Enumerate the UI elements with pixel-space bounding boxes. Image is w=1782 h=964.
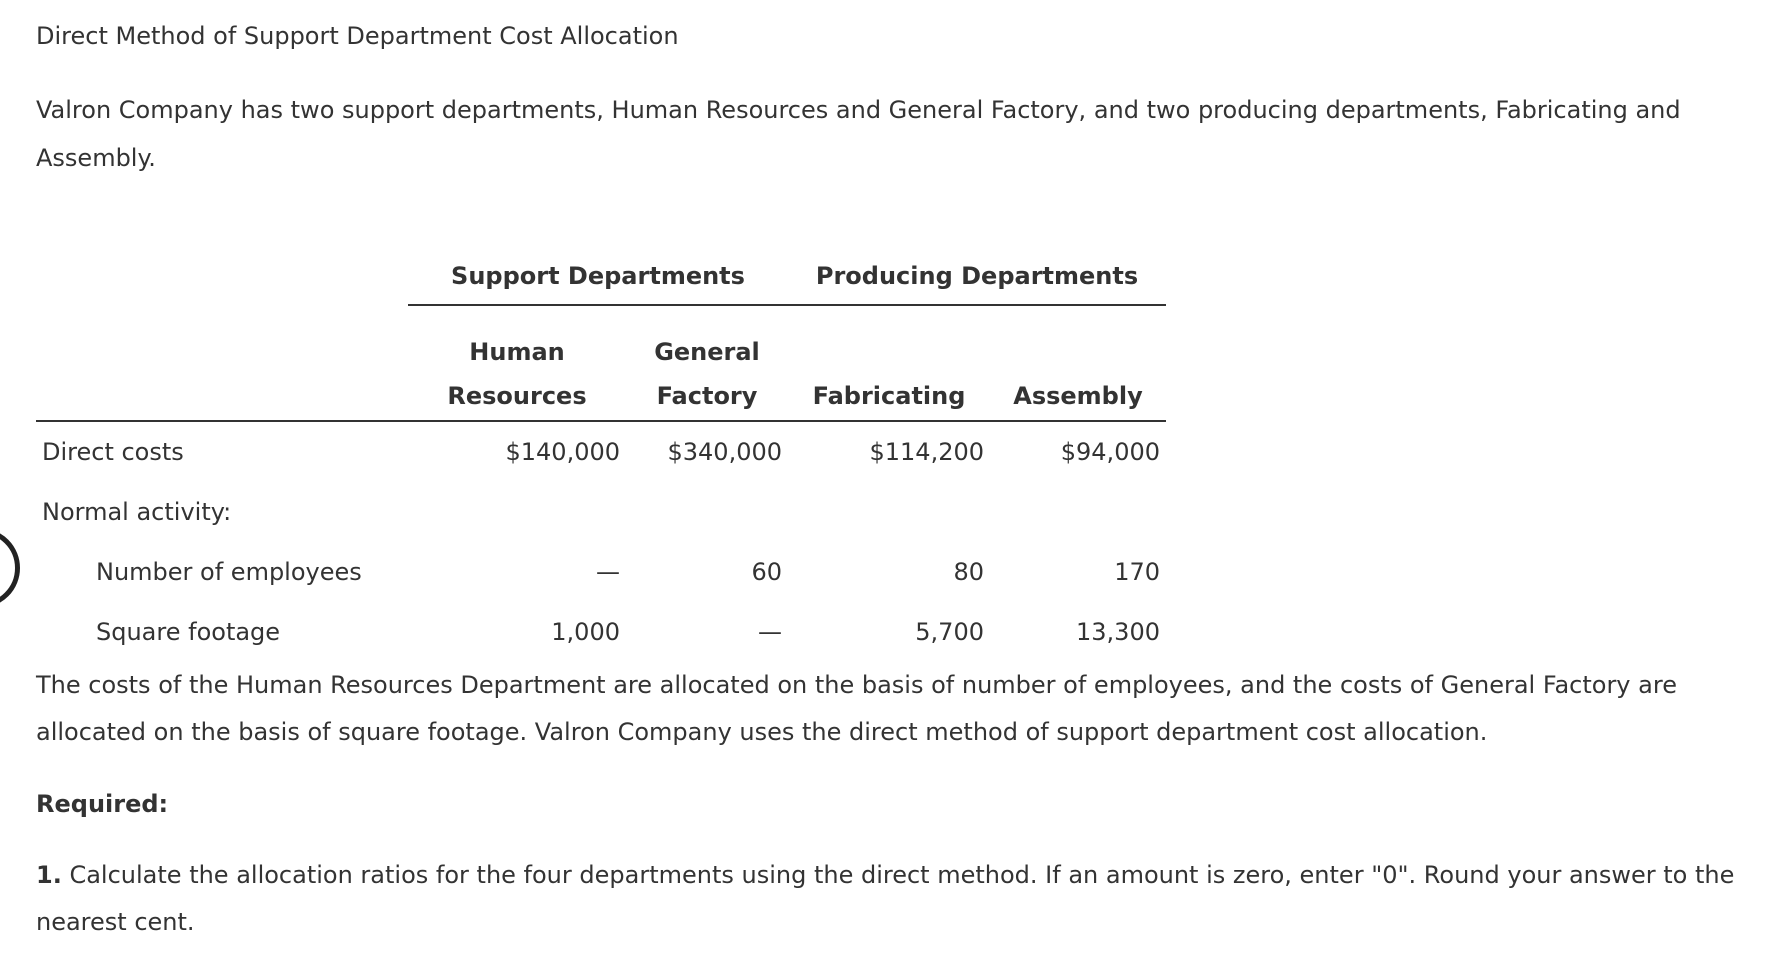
cell-hr: $140,000 <box>505 438 620 466</box>
hr-header-line1: Human <box>469 338 565 366</box>
cell-fab: $114,200 <box>869 438 984 466</box>
radio-circle-icon[interactable] <box>0 528 20 608</box>
row-label: Direct costs <box>42 438 184 466</box>
cell-asm: 13,300 <box>1076 618 1160 646</box>
cell-gf: $340,000 <box>667 438 782 466</box>
cell-asm: 170 <box>1114 558 1160 586</box>
cell-fab: 5,700 <box>915 618 984 646</box>
closing-paragraph: The costs of the Human Resources Department are allocated on the basis of number of employees, and the costs of General Factory are allocated on the basis of square footage. Valron Company uses the direct method of support department cost allocation. <box>36 671 1677 746</box>
table-row-normal-activity <box>36 482 1166 542</box>
cell-gf: 60 <box>751 558 782 586</box>
row-label: Normal activity: <box>42 498 232 526</box>
row-label: Square footage <box>96 618 281 646</box>
cell-gf: — <box>758 618 782 646</box>
question-1 <box>36 852 1756 946</box>
table-row-number-of-employees <box>36 542 1166 602</box>
fabricating-header: Fabricating <box>788 372 990 421</box>
cost-data-table <box>36 248 1166 662</box>
producing-departments-header: Producing Departments <box>788 248 1166 305</box>
table-row-square-footage <box>36 602 1166 662</box>
gf-header-line2: Factory <box>626 372 788 421</box>
page-title: Direct Method of Support Department Cost Allocation <box>36 22 679 50</box>
row-label: Number of employees <box>96 558 362 586</box>
cell-hr: — <box>596 558 620 586</box>
intro-paragraph: Valron Company has two support departments, Human Resources and General Factory, and two producing departments, Fabricating and Assembly. <box>36 96 1681 172</box>
question-number: 1. <box>36 861 62 889</box>
table-corner-blank <box>36 248 408 305</box>
cell-fab: 80 <box>953 558 984 586</box>
table-group-header-row <box>36 248 1166 305</box>
gf-header-line1: General <box>654 338 760 366</box>
cell-asm: $94,000 <box>1060 438 1160 466</box>
assembly-header: Assembly <box>990 372 1166 421</box>
table-column-header-row-2 <box>36 372 1166 421</box>
support-departments-header: Support Departments <box>408 248 788 305</box>
cell-hr: 1,000 <box>551 618 620 646</box>
table-column-header-row-1 <box>36 305 1166 372</box>
table-row-direct-costs <box>36 421 1166 482</box>
hr-header-line2: Resources <box>408 372 626 421</box>
question-text: Calculate the allocation ratios for the four departments using the direct method. If an amount is zero, enter "0". Round your answer to the nearest cent. <box>36 861 1735 936</box>
required-heading: Required: <box>36 790 169 818</box>
